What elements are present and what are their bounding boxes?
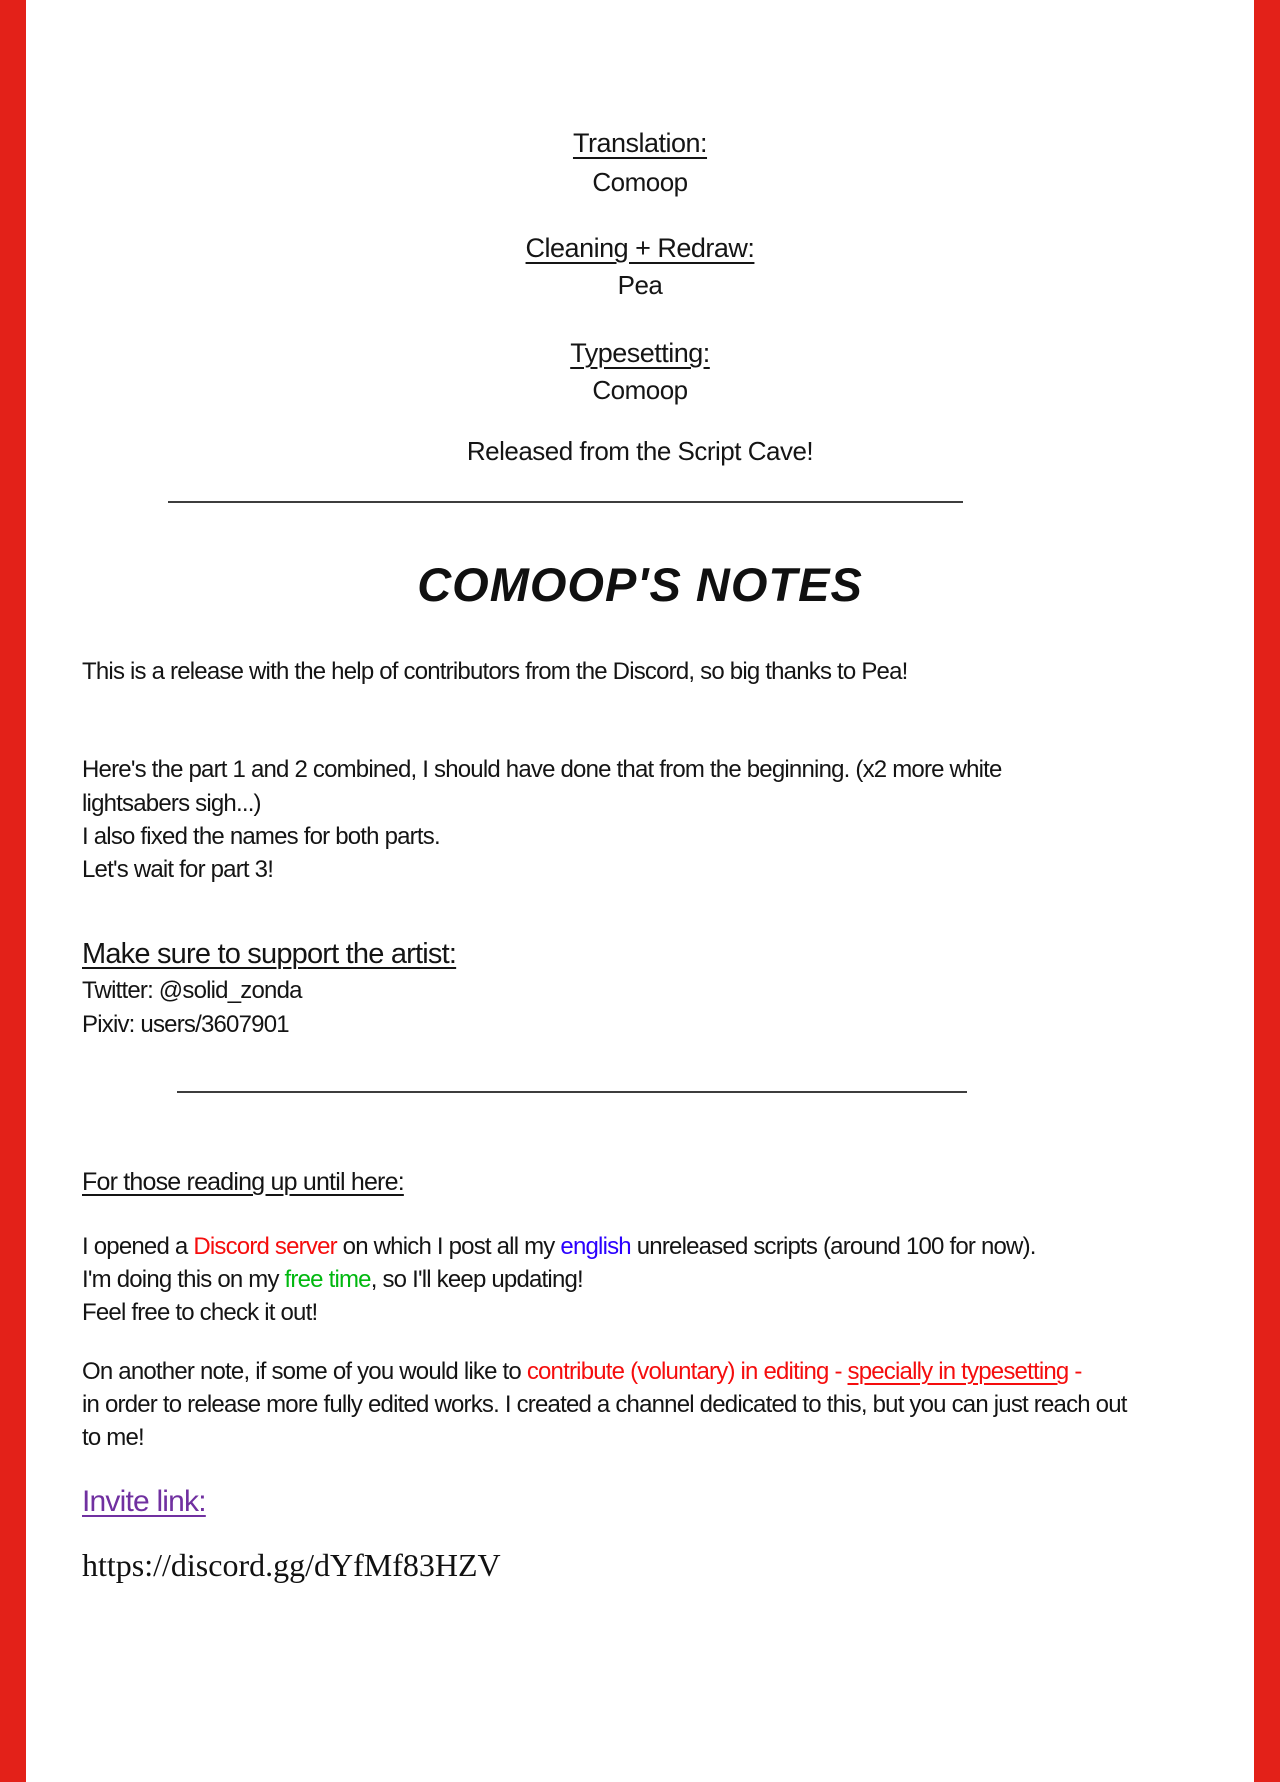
- credit-role-cleaning-redraw: Cleaning + Redraw:: [525, 233, 755, 263]
- contribute-paragraph-line: in order to release more fully edited works. I created a channel dedicated to this, but you can just reach out: [82, 1391, 1127, 1418]
- text-segment: I'm doing this on my: [82, 1266, 285, 1293]
- artist-pixiv-id: Pixiv: users/3607901: [82, 1011, 289, 1038]
- update-line: Here's the part 1 and 2 combined, I should have done that from the beginning. (x2 more white: [82, 756, 1002, 783]
- free-time-highlight: free time: [284, 1266, 371, 1293]
- discord-server-highlight: Discord server: [193, 1233, 337, 1260]
- text-segment: unreleased scripts (around 100 for now).: [630, 1233, 1036, 1260]
- text-segment: on which I post all my: [336, 1233, 561, 1260]
- credit-name-translation: Comoop: [592, 167, 688, 197]
- dash-segment: -: [1068, 1358, 1082, 1385]
- support-artist-heading: Make sure to support the artist:: [82, 938, 457, 970]
- notes-heading: COMOOP'S NOTES: [417, 558, 863, 611]
- contribute-highlight: contribute (voluntary) in editing -: [526, 1358, 848, 1385]
- update-line: I also fixed the names for both parts.: [82, 823, 440, 850]
- artist-twitter-handle: Twitter: @solid_zonda: [82, 977, 302, 1004]
- divider-bottom: [177, 1091, 967, 1093]
- notes-intro-line: This is a release with the help of contributors from the Discord, so big thanks to Pea!: [82, 658, 908, 685]
- discord-invite-url: https://discord.gg/dYfMf83HZV: [82, 1547, 501, 1583]
- text-segment: I opened a: [82, 1233, 194, 1260]
- typesetting-highlight: specially in typesetting: [847, 1358, 1069, 1385]
- update-line: lightsabers sigh...): [82, 790, 261, 817]
- right-page-edge-bar: [1254, 0, 1280, 1782]
- discord-paragraph-line: Feel free to check it out!: [82, 1299, 318, 1326]
- text-segment: On another note, if some of you would like to: [82, 1358, 527, 1385]
- left-page-edge-bar: [0, 0, 26, 1782]
- english-highlight: english: [560, 1233, 631, 1260]
- credit-name-cleaning-redraw: Pea: [617, 270, 663, 300]
- update-line: Let's wait for part 3!: [82, 856, 274, 883]
- credit-role-translation: Translation:: [572, 128, 708, 158]
- contribute-paragraph-line: [82, 1358, 1082, 1386]
- invite-link-label: Invite link:: [82, 1485, 206, 1518]
- discord-paragraph-line: [82, 1266, 583, 1294]
- credit-role-typesetting: Typesetting:: [570, 338, 710, 368]
- contribute-paragraph-line: to me!: [82, 1424, 144, 1451]
- outro-heading: For those reading up until here:: [82, 1168, 404, 1196]
- release-note: Released from the Script Cave!: [466, 436, 814, 466]
- discord-paragraph-line: [82, 1233, 1036, 1261]
- credit-name-typesetting: Comoop: [592, 375, 688, 405]
- divider-top: [168, 501, 963, 503]
- text-segment: , so I'll keep updating!: [370, 1266, 583, 1293]
